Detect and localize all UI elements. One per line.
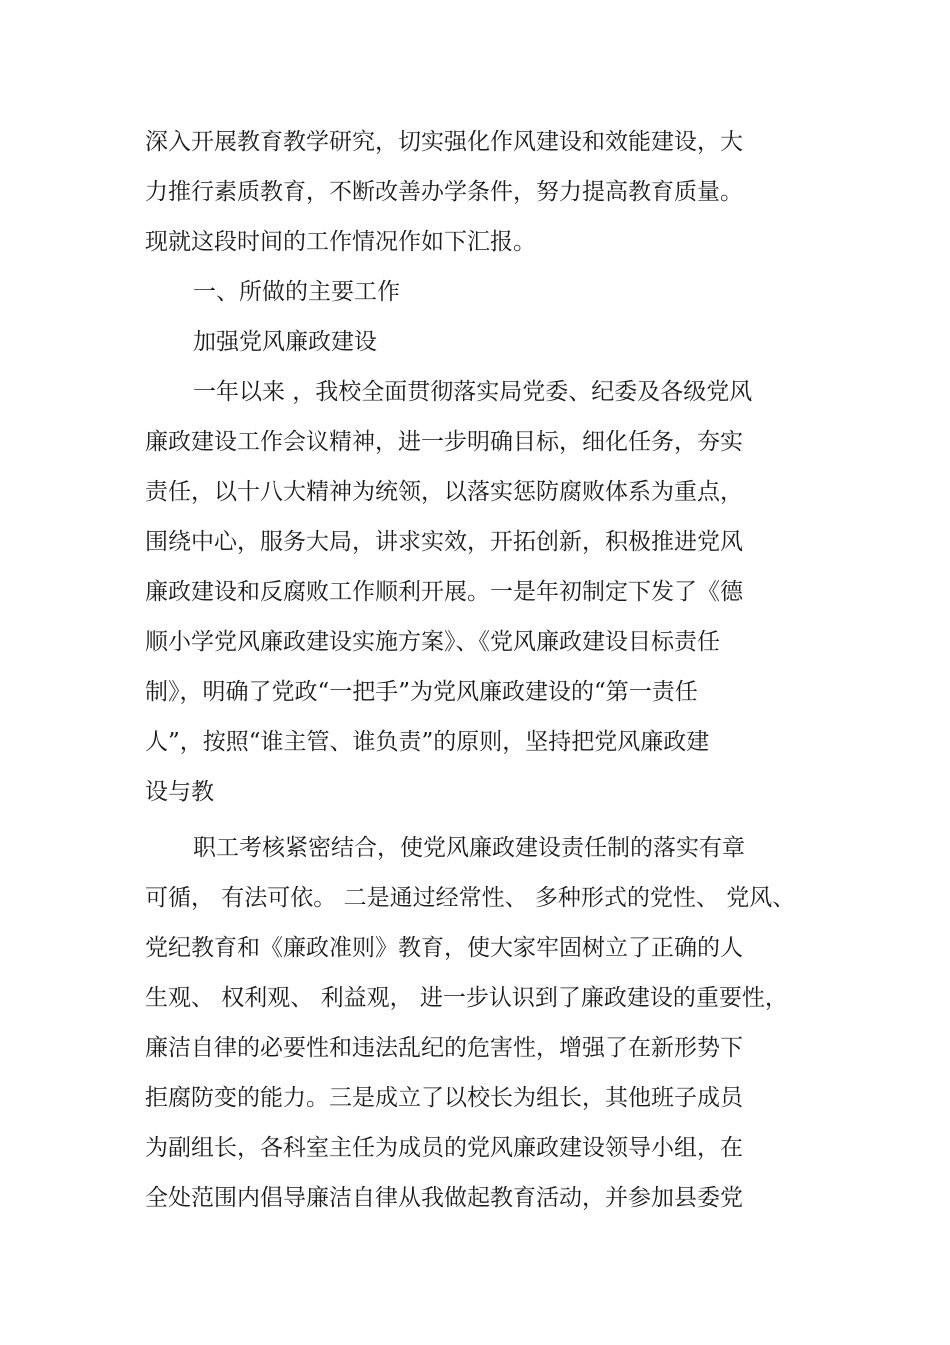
text-line: 人”，按照“谁主管、谁负责”的原则，坚持把党风廉政建 [145,729,710,755]
body-text [145,122,825,1228]
text-line: 力推行素质教育，不断改善办学条件，努力提高教育质量。 [145,179,743,205]
text-line: 一年以来 ，我校全面贯彻落实局党委、纪委及各级党风 [193,379,753,405]
text-line: 设与教 [145,779,214,805]
text-line: 围绕中心，服务大局，讲求实效，开拓创新，积极推进党风 [145,529,743,555]
text-line: 党纪教育和《廉政准则》教育，使大家牢固树立了正确的人 [145,935,743,961]
text-line: 为副组长，各科室主任为成员的党风廉政建设领导小组，在 [145,1135,743,1161]
section-heading: 一、所做的主要工作 [193,279,400,305]
text-line: 廉政建设工作会议精神，进一步明确目标，细化任务，夯实 [145,429,743,455]
text-line: 顺小学党风廉政建设实施方案》、《党风廉政建设目标责任 [145,629,720,655]
text-line: 深入开展教育教学研究，切实强化作风建设和效能建设，大 [145,129,743,155]
text-line: 廉政建设和反腐败工作顺利开展。一是年初制定下发了《德 [145,579,743,605]
text-line: 拒腐防变的能力。三是成立了以校长为组长，其他班子成员 [145,1085,743,1111]
text-line: 生观、 权利观、 利益观， 进一步认识到了廉政建设的重要性， [145,985,788,1011]
subsection-heading: 加强党风廉政建设 [193,329,377,355]
text-line: 职工考核紧密结合，使党风廉政建设责任制的落实有章 [193,835,745,861]
text-line: 制》，明确了党政“一把手”为党风廉政建设的“第一责任 [145,679,698,705]
text-line: 现就这段时间的工作情况作如下汇报。 [145,229,536,255]
text-line: 全处范围内倡导廉洁自律从我做起教育活动，并参加县委党 [145,1185,743,1211]
text-line: 责任，以十八大精神为统领，以落实惩防腐败体系为重点， [145,479,743,505]
text-line: 可循， 有法可依。 二是通过经常性、 多种形式的党性、 党风、 [145,885,796,911]
text-line: 廉洁自律的必要性和违法乱纪的危害性，增强了在新形势下 [145,1035,743,1061]
